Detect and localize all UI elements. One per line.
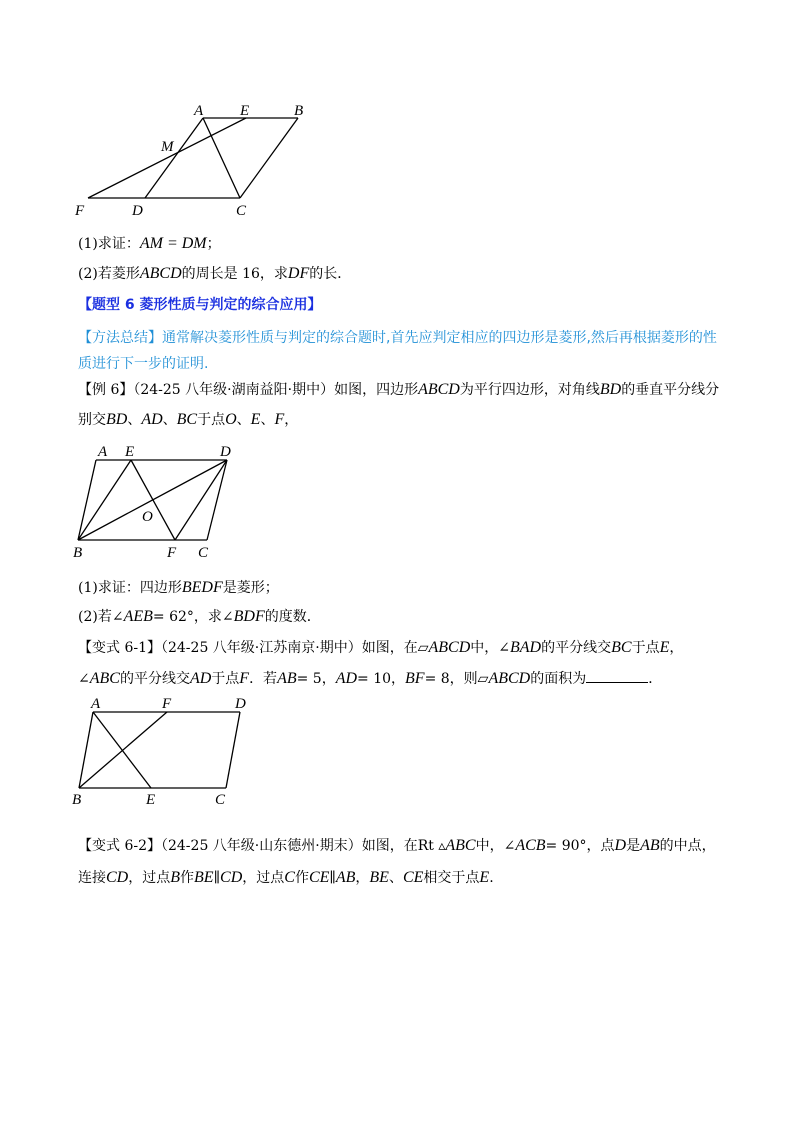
segment-ab <box>79 712 93 788</box>
segment-fe <box>88 118 246 198</box>
label-b: B <box>72 792 82 808</box>
figure-2-svg <box>68 440 248 564</box>
variant61-line1: 【变式 6-1】（24-25 八年级·江苏南京·期中）如图，在▱ABCD中，∠BAD的平分线交BC于点E， <box>78 639 684 656</box>
segment-fd <box>175 460 227 540</box>
segment-ef <box>131 460 175 540</box>
label-d: D <box>220 444 231 460</box>
method-summary-line2: 质进行下一步的证明. <box>78 356 209 372</box>
example6-part2: (2)若∠AEB= 62°，求∠BDF的度数． <box>78 608 321 625</box>
example6-line2: 别交BD、AD、BC于点O、E、F， <box>78 411 299 428</box>
segment-bc <box>240 118 298 198</box>
figure-3-svg <box>66 694 266 810</box>
label-c: C <box>236 203 247 219</box>
example6-part1: (1)求证：四边形BEDF是菱形； <box>78 579 279 596</box>
segment-ab <box>78 460 96 540</box>
label-c: C <box>215 792 226 808</box>
method-summary-line1: 【方法总结】通常解决菱形性质与判定的综合题时,首先应判定相应的四边形是菱形,然后再根据菱形的性 <box>78 330 717 346</box>
label-o: O <box>142 509 153 525</box>
segment-ae <box>93 712 151 788</box>
label-a: A <box>98 444 108 460</box>
prev-question-part1: (1)求证：AM = DM； <box>78 235 221 252</box>
example6-line1: 【例 6】（24-25 八年级·湖南益阳·期中）如图，四边形ABCD为平行四边形，对角线BD的垂直平分线分 <box>78 381 720 398</box>
section-title: 【题型 6 菱形性质与判定的综合应用】 <box>78 297 322 313</box>
label-m: M <box>161 139 174 155</box>
variant62-line2: 连接CD，过点B作BE∥CD，过点C作CE∥AB，BE、CE相交于点E. <box>78 869 494 886</box>
prev-question-part2: (2)若菱形ABCD的周长是 16，求DF的长． <box>78 265 352 282</box>
label-c: C <box>198 545 209 561</box>
label-e: E <box>240 103 250 119</box>
segment-be <box>78 460 131 540</box>
label-a: A <box>91 696 101 712</box>
segment-ad <box>145 118 203 198</box>
label-d: D <box>132 203 143 219</box>
figure-parallelogram-bedf <box>68 440 248 564</box>
label-b: B <box>294 103 304 119</box>
figure-1-svg <box>70 98 320 220</box>
label-a: A <box>194 103 204 119</box>
segment-dc <box>226 712 240 788</box>
label-e: E <box>146 792 156 808</box>
figure-parallelogram-bisectors <box>66 694 266 810</box>
label-d: D <box>235 696 246 712</box>
figure-rhombus-amdf <box>70 98 320 220</box>
label-f: F <box>162 696 172 712</box>
segment-bf <box>79 712 167 788</box>
label-b: B <box>73 545 83 561</box>
label-f: F <box>167 545 177 561</box>
answer-blank[interactable] <box>586 668 648 683</box>
label-e: E <box>125 444 135 460</box>
variant61-line2: ∠ABC的平分线交AD于点F．若AB= 5，AD= 10，BF= 8，则▱ABCD的面积为 ． <box>78 670 663 687</box>
segment-dc <box>207 460 227 540</box>
variant62-line1: 【变式 6-2】（24-25 八年级·山东德州·期末）如图，在Rt ▵ABC中，∠ACB= 90°，点D是AB的中点， <box>78 837 716 854</box>
label-f: F <box>75 203 85 219</box>
